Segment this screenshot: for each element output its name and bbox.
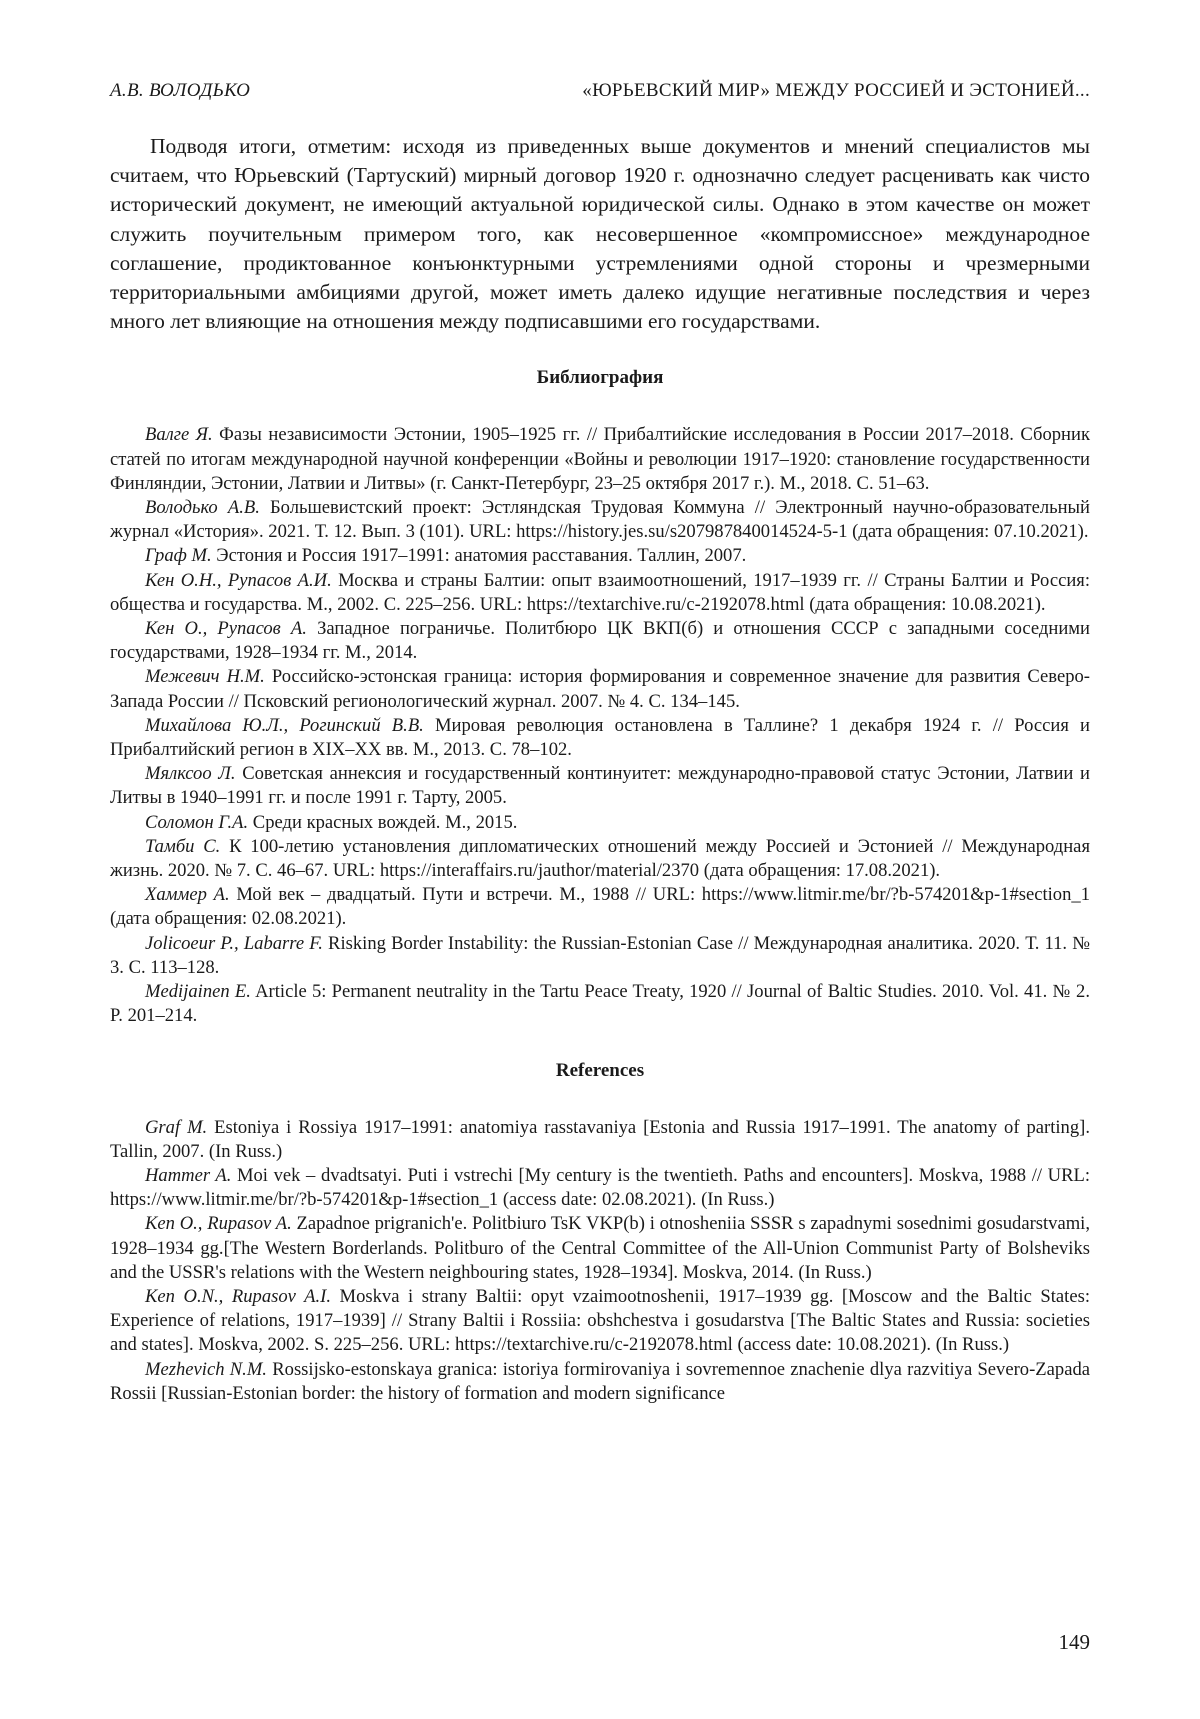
- running-head-title: «ЮРЬЕВСКИЙ МИР» МЕЖДУ РОССИЕЙ И ЭСТОНИЕЙ...: [582, 80, 1090, 102]
- entry-text: Москва и страны Балтии: опыт взаимоотношений, 1917–1939 гг. // Страны Балтии и Россия: общества и государства. М., 2002. С. 225–256. URL: https://textarchive.ru/c-2192078.html (дата обращения: 10.08.2021).: [110, 570, 1090, 615]
- bibliography-entry: [110, 569, 1090, 617]
- bibliography-entry: [110, 811, 1090, 835]
- entry-text: Moi vek – dvadtsatyi. Puti i vstrechi [My century is the twentieth. Paths and encounters]. Moskva, 1988 // URL: https://www.litmir.me/br/?b-574201&p-1#section_1 (access date: 02.08.2021). (In Russ.): [110, 1165, 1090, 1210]
- bibliography-entry: [110, 762, 1090, 810]
- bibliography-entry: [110, 617, 1090, 665]
- entry-text: Мой век – двадцатый. Пути и встречи. М., 1988 // URL: https://www.litmir.me/br/?b-574201&p-1#section_1 (дата обращения: 02.08.2021).: [110, 884, 1090, 929]
- entry-text: Среди красных вождей. М., 2015.: [248, 812, 517, 833]
- entry-author: Medijainen E.: [145, 981, 251, 1002]
- entry-text: К 100-летию установления дипломатических отношений между Россией и Эстонией // Международная жизнь. 2020. № 7. С. 46–67. URL: https://interaffairs.ru/jauthor/material/2370 (дата обращения: 17.08.2021).: [110, 836, 1090, 881]
- entry-text: Estoniya i Rossiya 1917–1991: anatomiya rasstavaniya [Estonia and Russia 1917–1991. The anatomy of parting]. Tallin, 2007. (In Russ.): [110, 1117, 1090, 1162]
- bibliography-entry: [110, 496, 1090, 544]
- entry-text: Российско-эстонская граница: история формирования и современное значение для развития Северо-Запада России // Псковский регионологический журнал. 2007. № 4. С. 134–145.: [110, 666, 1090, 711]
- entry-text: Большевистский проект: Эстляндская Трудовая Коммуна // Электронный научно-образовательный журнал «История». 2021. Т. 12. Вып. 3 (101). URL: https://history.jes.su/s207987840014524-5-1 (дата обращения: 07.10.2021).: [110, 497, 1090, 542]
- entry-text: Risking Border Instability: the Russian-Estonian Case // Международная аналитика. 2020. Т. 11. № 3. С. 113–128.: [110, 933, 1090, 978]
- conclusion-paragraph: Подводя итоги, отметим: исходя из приведенных выше документов и мнений специалистов мы считаем, что Юрьевский (Тартуский) мирный договор 1920 г. однозначно следует расценивать как чисто исторический документ, не имеющий актуальной юридической силы. Однако в этом качестве он может служить поучительным примером того, как несовершенное «компромиссное» международное соглашение, продиктованное конъюнктурными устремлениями одной стороны и чрезмерными территориальными амбициями другой, может иметь далеко идущие негативные последствия и через много лет влияющие на отношения между подписавшими его государствами.: [110, 132, 1090, 336]
- running-head-author: А.В. ВОЛОДЬКО: [110, 80, 250, 102]
- bibliography-heading: Библиография: [110, 367, 1090, 389]
- entry-author: Кен О.Н., Рупасов А.И.: [145, 570, 332, 591]
- entry-text: Западное пограничье. Политбюро ЦК ВКП(б) и отношения СССР с западными соседними государствами, 1928–1934 гг. М., 2014.: [110, 618, 1090, 663]
- entry-author: Михайлова Ю.Л., Рогинский В.В.: [145, 715, 424, 736]
- reference-entry: [110, 1164, 1090, 1212]
- entry-author: Валге Я.: [145, 424, 213, 445]
- page-number: 149: [1059, 1630, 1091, 1655]
- entry-author: Тамби С.: [145, 836, 220, 857]
- running-head: [110, 80, 1090, 110]
- bibliography-entry: [110, 544, 1090, 568]
- entry-text: Rossijsko-estonskaya granica: istoriya formirovaniya i sovremennoe znachenie dlya razvitiya Severo-Zapada Rossii [Russian-Estonian border: the history of formation and modern significance: [110, 1359, 1090, 1404]
- references-heading: References: [110, 1060, 1090, 1082]
- entry-author: Hammer A.: [145, 1165, 231, 1186]
- bibliography-entry: [110, 423, 1090, 496]
- entry-author: Graf M.: [145, 1117, 207, 1138]
- entry-author: Хаммер А.: [145, 884, 230, 905]
- entry-author: Граф М.: [145, 545, 212, 566]
- entry-author: Межевич Н.М.: [145, 666, 265, 687]
- entry-author: Ken O., Rupasov A.: [145, 1213, 292, 1234]
- entry-text: Советская аннексия и государственный континуитет: международно-правовой статус Эстонии, Латвии и Литвы в 1940–1991 гг. и после 1991 г. Тарту, 2005.: [110, 763, 1090, 808]
- references-list: [110, 1116, 1090, 1406]
- entry-text: Мировая революция остановлена в Таллине? 1 декабря 1924 г. // Россия и Прибалтийский регион в XIX–XX вв. М., 2013. С. 78–102.: [110, 715, 1090, 760]
- entry-text: Article 5: Permanent neutrality in the Tartu Peace Treaty, 1920 // Journal of Baltic Studies. 2010. Vol. 41. № 2. P. 201–214.: [110, 981, 1090, 1026]
- reference-entry: [110, 1358, 1090, 1406]
- page: [110, 80, 1090, 1406]
- entry-author: Соломон Г.А.: [145, 812, 248, 833]
- entry-text: Zapadnoe prigranich'e. Politbiuro TsK VKP(b) i otnosheniia SSSR s zapadnymi sosednimi gosudarstvami, 1928–1934 gg.[The Western Borderlands. Politburo of the Central Committee of the All-Union Communist Party of Bolsheviks and the USSR's relations with the Western neighbouring states, 1928–1934]. Moskva, 2014. (In Russ.): [110, 1213, 1090, 1282]
- reference-entry: [110, 1212, 1090, 1285]
- entry-text: Moskva i strany Baltii: opyt vzaimootnoshenii, 1917–1939 gg. [Moscow and the Baltic States: Experience of relations, 1917–1939] // Strany Baltii i Rossiia: obshchestva i gosudarstva [The Baltic States and Russia: societies and states]. Moskva, 2002. S. 225–256. URL: https://textarchive.ru/c-2192078.html (access date: 10.08.2021). (In Russ.): [110, 1286, 1090, 1355]
- bibliography-entry: [110, 980, 1090, 1028]
- bibliography-entry: [110, 714, 1090, 762]
- bibliography-entry: [110, 883, 1090, 931]
- entry-author: Володько А.В.: [145, 497, 260, 518]
- entry-author: Jolicoeur P., Labarre F.: [145, 933, 323, 954]
- reference-entry: [110, 1116, 1090, 1164]
- reference-entry: [110, 1285, 1090, 1358]
- entry-author: Ken O.N., Rupasov A.I.: [145, 1286, 331, 1307]
- entry-author: Кен О., Рупасов А.: [145, 618, 307, 639]
- entry-author: Мялксоо Л.: [145, 763, 236, 784]
- entry-text: Эстония и Россия 1917–1991: анатомия расставания. Таллин, 2007.: [212, 545, 747, 566]
- entry-author: Mezhevich N.M.: [145, 1359, 267, 1380]
- bibliography-entry: [110, 835, 1090, 883]
- bibliography-entry: [110, 665, 1090, 713]
- bibliography-list: [110, 423, 1090, 1028]
- entry-text: Фазы независимости Эстонии, 1905–1925 гг. // Прибалтийские исследования в России 2017–2018. Сборник статей по итогам международной научной конференции «Войны и революции 1917–1920: становление государственности Финляндии, Эстонии, Латвии и Литвы» (г. Санкт-Петербург, 23–25 октября 2017 г.). М., 2018. С. 51–63.: [110, 424, 1090, 493]
- bibliography-entry: [110, 932, 1090, 980]
